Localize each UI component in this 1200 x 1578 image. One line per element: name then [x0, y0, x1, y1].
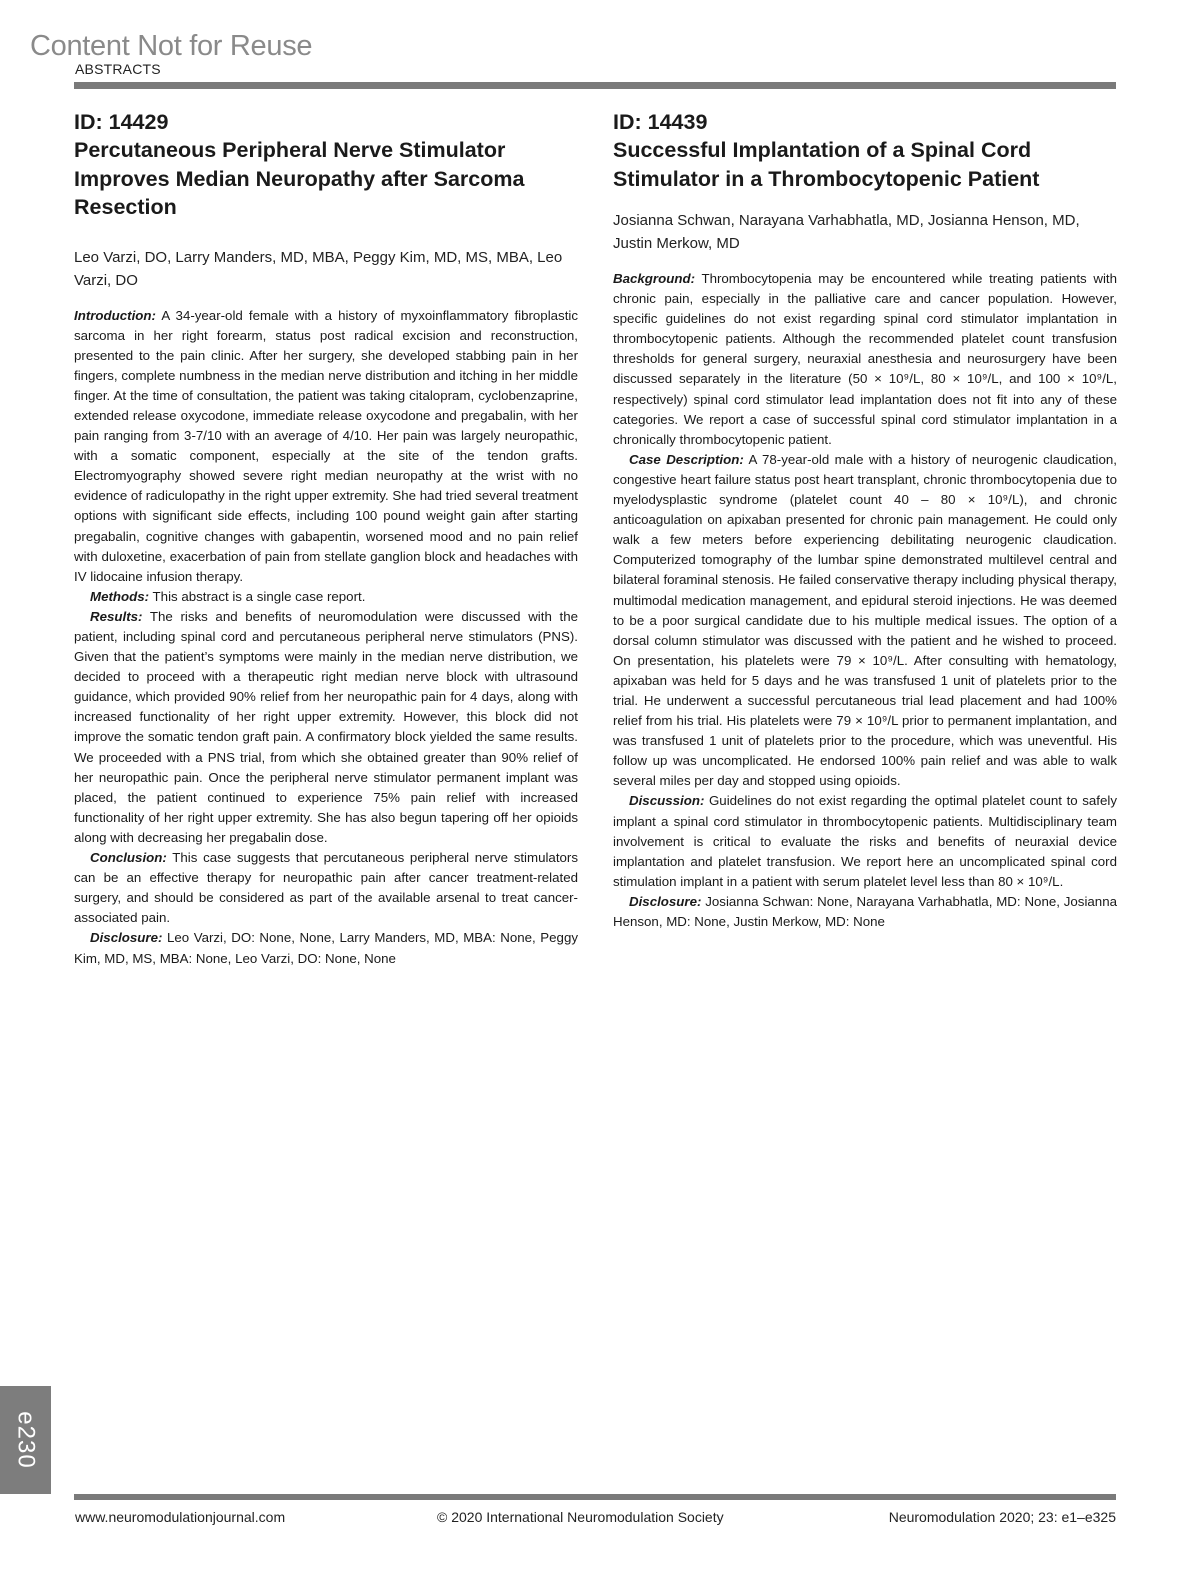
- abstract-id: ID: 14429: [74, 110, 169, 134]
- paragraph-background: [613, 269, 1117, 450]
- authors: Josianna Schwan, Narayana Varhabhatla, MD, Josianna Henson, MD, Justin Merkow, MD: [613, 212, 1080, 252]
- page-number: e230: [12, 1411, 40, 1469]
- authors: Leo Varzi, DO, Larry Manders, MD, MBA, Peggy Kim, MD, MS, MBA, Leo Varzi, DO: [74, 248, 563, 289]
- section-label: ABSTRACTS: [75, 61, 161, 77]
- abstract-title: Successful Implantation of a Spinal Cord Stimulator in a Thrombocytopenic Patient: [613, 138, 1040, 191]
- label-methods: Methods:: [90, 588, 150, 604]
- watermark: Content Not for Reuse: [30, 30, 313, 62]
- abstract-right: [613, 108, 1117, 932]
- abstract-title: Percutaneous Peripheral Nerve Stimulator Improves Median Neuropathy after Sarcoma Resection: [74, 138, 525, 219]
- label-conclusion: Conclusion:: [90, 850, 167, 866]
- paragraph-disclosure: [613, 892, 1117, 932]
- paragraph-conclusion: [74, 848, 578, 928]
- paragraph-introduction: [74, 306, 578, 587]
- text-disclosure: Josianna Schwan: None, Narayana Varhabhatla, MD: None, Josianna Henson, MD: None, Justin Merkow, MD: None: [613, 893, 1117, 929]
- text-discussion: Guidelines do not exist regarding the optimal platelet count to safely implant a spinal cord stimulator in thrombocytopenic patients. Multidisciplinary team involvement is critical to evaluate the risks and benefits of neuraxial device implantation and platelet transfusion. We report here an uncomplicated spinal cord stimulation implant in a patient with serum platelet level less than 80 × 10⁹/L.: [613, 793, 1117, 889]
- label-introduction: Introduction:: [74, 307, 156, 323]
- label-disclosure: Disclosure:: [90, 930, 163, 946]
- paragraph-disclosure: [74, 928, 578, 968]
- text-results: The risks and benefits of neuromodulation were discussed with the patient, including spinal cord and percutaneous peripheral nerve stimulators (PNS). Given that the patient’s symptoms were mainly in the median nerve distribution, we decided to proceed with a therapeutic right median nerve block with ultrasound guidance, which provided 90% relief from her neuropathic pain for 4 days, along with increased functionality of her right upper extremity. However, this block did not improve the somatic tendon graft pain. A confirmatory block yielded the same results. We proceeded with a PNS trial, from which she obtained greater than 90% relief of her neuropathic pain. Once the peripheral nerve stimulator permanent implant was placed, the patient continued to experience 75% pain relief with increased functionality of her right upper extremity. She has also begun tapering off her opioids along with decreasing her pregabalin dose.: [74, 608, 578, 845]
- paragraph-discussion: [613, 791, 1117, 891]
- paragraph-results: [74, 607, 578, 848]
- abstract-id: ID: 14439: [613, 110, 708, 134]
- paragraph-case-description: [613, 450, 1117, 792]
- paragraph-methods: [74, 587, 578, 607]
- label-disclosure: Disclosure:: [629, 893, 702, 909]
- text-conclusion: This case suggests that percutaneous peripheral nerve stimulators can be an effective therapy for neuropathic pain after cancer treatment-related surgery, and should be considered as part of the available arsenal to treat cancer-associated pain.: [74, 850, 578, 926]
- abstract-left: [74, 108, 578, 969]
- label-case-description: Case Description:: [629, 451, 744, 467]
- label-background: Background:: [613, 271, 696, 286]
- bottom-rule: [74, 1494, 1116, 1500]
- footer-copyright: © 2020 International Neuromodulation Society: [437, 1509, 724, 1525]
- label-results: Results:: [90, 608, 143, 624]
- text-case-description: A 78-year-old male with a history of neurogenic claudication, congestive heart failure status post heart transplant, chronic thrombocytopenia due to myelodysplastic syndrome (platelet count 40 – 80 × 10⁹/L), and chronic anticoagulation on apixaban presented for chronic pain management. He could only walk a few meters before experiencing debilitating neurogenic claudication. Computerized tomography of the lumbar spine demonstrated multilevel central and bilateral foraminal stenosis. He failed conservative therapy including physical therapy, multimodal medication management, and epidural steroid injections. He was deemed to be a poor surgical candidate due to his multiple medical issues. The option of a dorsal column stimulator was discussed with the patient and he wished to proceed. On presentation, his platelets were 79 × 10⁹/L. After consulting with hematology, apixaban was held for 5 days and he was transfused 1 unit of platelets prior to the trial. He underwent a successful percutaneous trial lead placement and had 100% relief from his trial. His platelets were 79 × 10⁹/L prior to permanent implantation, and was transfused 1 unit of platelets prior to the procedure, which was uneventful. His follow up was uncomplicated. He endorsed 100% pain relief and was able to walk several miles per day and stopped using opioids.: [613, 451, 1117, 789]
- text-background: Thrombocytopenia may be encountered while treating patients with chronic pain, especially in the palliative care and cancer population. However, specific guidelines do not exist regarding spinal cord stimulator implantation in thrombocytopenic patients. Although the recommended platelet count transfusion thresholds for general surgery, neuraxial anesthesia and neurosurgery have been discussed separately in the literature (50 × 10⁹/L, 80 × 10⁹/L, and 100 × 10⁹/L, respectively) spinal cord stimulator lead implantation does not fit into any of these categories. We report a case of successful spinal cord stimulator implantation in a chronically thrombocytopenic patient.: [613, 271, 1117, 447]
- abstract-body: [74, 306, 578, 969]
- top-rule: [74, 82, 1116, 89]
- page-number-tab: [0, 1386, 51, 1494]
- text-disclosure: Leo Varzi, DO: None, None, Larry Manders, MD, MBA: None, Peggy Kim, MD, MS, MBA: None, Leo Varzi, DO: None, None: [74, 930, 578, 966]
- footer-website: www.neuromodulationjournal.com: [75, 1509, 286, 1525]
- text-methods: This abstract is a single case report.: [149, 588, 366, 604]
- text-introduction: A 34-year-old female with a history of myxoinflammatory fibroplastic sarcoma in her right forearm, status post radical excision and reconstruction, presented to the pain clinic. After her surgery, she developed stabbing pain in her fingers, complete numbness in the median nerve distribution and itching in her middle finger. At the time of consultation, the patient was taking citalopram, cyclobenzaprine, extended release oxycodone, immediate release oxycodone and pregabalin, with her pain ranging from 3-7/10 with an average of 4/10. Her pain was largely neuropathic, with a somatic component, especially at the site of the tendon grafts. Electromyography showed severe right median neuropathy at the wrist with no evidence of radiculopathy in the right upper extremity. She had tried several treatment options with significant side effects, including 100 pound weight gain after starting pregabalin, cognitive changes with gabapentin, worsened mood and no pain relief with duloxetine, exacerbation of pain from stellate ganglion block and headaches with IV lidocaine infusion therapy.: [74, 307, 578, 584]
- footer-citation: Neuromodulation 2020; 23: e1–e325: [888, 1509, 1116, 1525]
- label-discussion: Discussion:: [629, 793, 705, 809]
- abstract-body: [613, 269, 1117, 932]
